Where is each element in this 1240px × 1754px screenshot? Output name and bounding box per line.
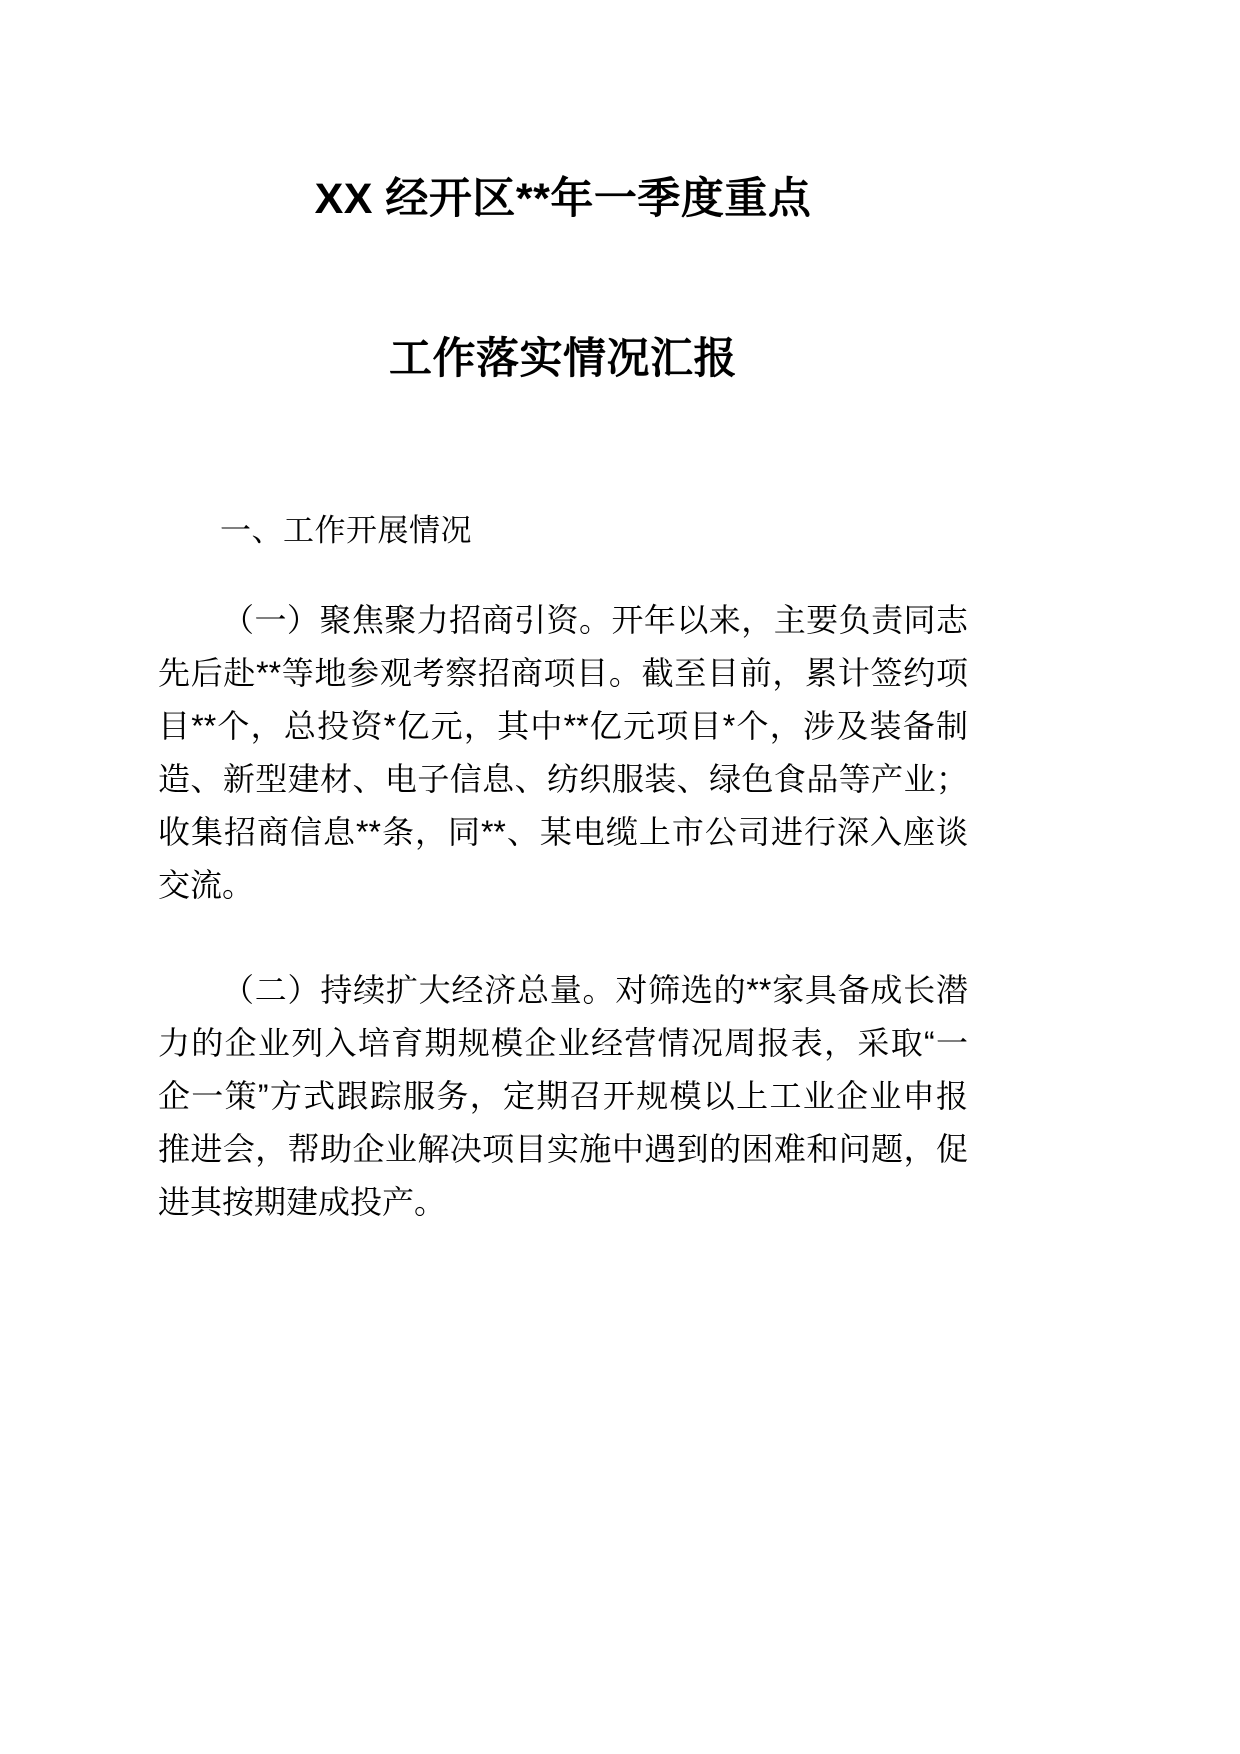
- paragraph-investment-attraction: （一）聚焦聚力招商引资。开年以来，主要负责同志先后赴**等地参观考察招商项目。截至目前，累计签约项目**个，总投资*亿元，其中**亿元项目*个，涉及装备制造、新型建材、电子信息、纺织服装、绿色食品等产业；收集招商信息**条，同**、某电缆上市公司进行深入座谈交流。: [158, 602, 968, 904]
- section-heading-work-progress: 一、工作开展情况: [220, 513, 472, 549]
- document-body: [158, 0, 968, 1229]
- paragraph-economic-expansion: （二）持续扩大经济总量。对筛选的**家具备成长潜力的企业列入培育期规模企业经营情况周报表，采取“一企一策”方式跟踪服务，定期召开规模以上工业企业申报推进会，帮助企业解决项目实施中遇到的困难和问题，促进其按期建成投产。: [158, 972, 968, 1221]
- document-title-line-2: 工作落实情况汇报: [389, 335, 737, 384]
- document-title-line-1: XX 经开区**年一季度重点: [314, 175, 812, 223]
